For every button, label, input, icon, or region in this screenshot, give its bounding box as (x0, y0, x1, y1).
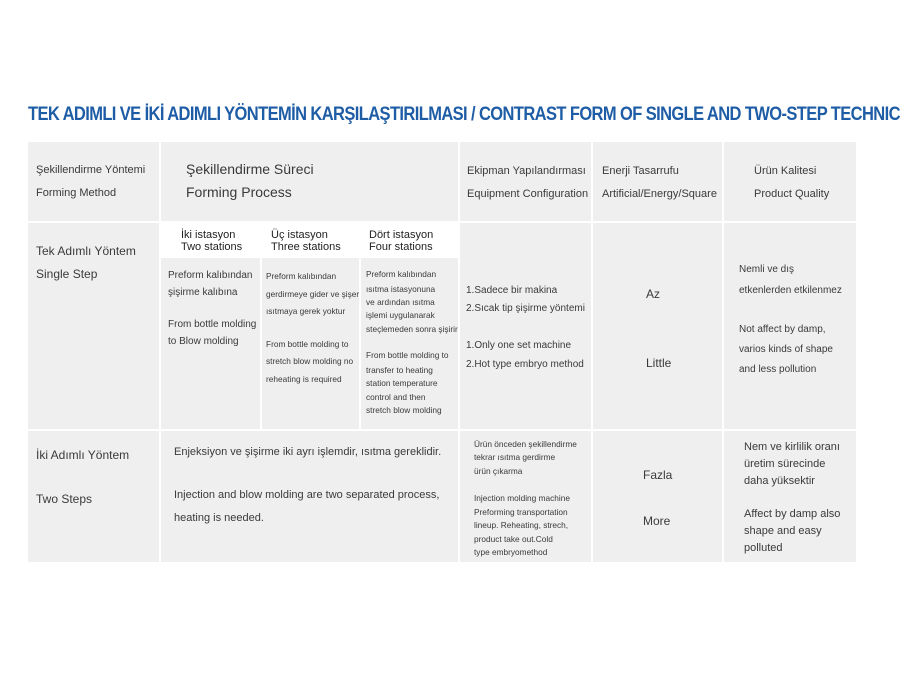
station-four-desc-en-3: station temperature (366, 378, 438, 388)
station-three-desc-en-1: From bottle molding to (266, 339, 349, 349)
station-two-desc-en-2: to Blow molding (168, 336, 239, 347)
station-three-desc-tr-1: Preform kalıbından (266, 271, 337, 281)
stations-title-strip (161, 223, 458, 258)
single-equipment-tr-1: 1.Sadece bir makina (466, 285, 558, 296)
header-equipment-en: Equipment Configuration (467, 188, 589, 200)
header-process-en: Forming Process (186, 184, 292, 200)
header-equipment-tr: Ekipman Yapılandırması (467, 165, 586, 177)
header-quality-en: Product Quality (754, 188, 830, 200)
single-equipment-en-1: 1.Only one set machine (466, 340, 572, 351)
two-equipment-cell (460, 431, 591, 562)
single-quality-tr-2: etkenlerden etkilenmez (739, 285, 842, 296)
single-energy-en: Little (646, 356, 672, 370)
two-quality-tr-1: Nem ve kirlilik oranı (744, 441, 840, 453)
station-four-desc-en-4: control and then (366, 392, 426, 402)
two-equipment-en-1: Injection molding machine (474, 493, 570, 503)
station-two-title-en: Two stations (181, 241, 243, 253)
single-equipment-tr-2: 2.Sıcak tip şişirme yöntemi (466, 303, 585, 314)
station-four-desc-tr-2: ısıtma istasyonuna (366, 284, 436, 294)
two-equipment-tr-2: tekrar ısıtma gerdirme (474, 452, 556, 462)
station-two-desc-tr-2: şişirme kalıbına (168, 287, 238, 298)
header-quality-tr: Ürün Kalitesi (754, 165, 817, 177)
page-title: TEK ADIMLI VE İKİ ADIMLI YÖNTEMİN KARŞILAŞTIRILMASI / CONTRAST FORM OF SINGLE AND TWO-STEP TECHNIC (28, 104, 900, 125)
header-method-en: Forming Method (36, 187, 117, 199)
two-process-tr: Enjeksiyon ve şişirme iki ayrı işlemdir, ısıtma gereklidir. (174, 446, 442, 458)
station-four-desc-en-1: From bottle molding to (366, 350, 449, 360)
station-two-title-tr: İki istasyon (181, 229, 236, 241)
station-four-cell (361, 258, 458, 429)
two-method-cell (28, 431, 159, 562)
station-three-desc-tr-3: ısıtmaya gerek yoktur (266, 306, 346, 316)
single-quality-cell (724, 223, 856, 429)
single-quality-en-2: varios kinds of shape (739, 344, 833, 355)
single-quality-en-3: and less pollution (739, 364, 817, 375)
two-quality-tr-2: üretim sürecinde (744, 458, 826, 470)
single-energy-tr: Az (646, 287, 661, 301)
station-four-desc-en-2: transfer to heating (366, 365, 433, 375)
station-three-desc-tr-2: gerdirmeye gider ve şişer (266, 289, 360, 299)
header-quality-cell (724, 142, 856, 221)
single-name-tr: Tek Adımlı Yöntem (36, 244, 136, 258)
header-process-tr: Şekillendirme Süreci (186, 161, 314, 177)
station-three-cell (262, 258, 359, 429)
two-name-en: Two Steps (36, 492, 93, 506)
single-energy-cell (593, 223, 722, 429)
single-quality-en-1: Not affect by damp, (739, 324, 826, 335)
two-quality-tr-3: daha yüksektir (744, 475, 815, 487)
station-two-cell (161, 258, 260, 429)
two-equipment-en-3: lineup. Reheating, strech, (474, 520, 569, 530)
header-process-cell (161, 142, 458, 221)
station-four-desc-tr-1: Preform kalıbından (366, 269, 437, 279)
station-four-desc-en-5: stretch blow molding (366, 405, 442, 415)
single-quality-tr-1: Nemli ve dış (739, 264, 795, 275)
two-quality-en-1: Affect by damp also (744, 508, 841, 520)
single-equipment-cell (460, 223, 591, 429)
station-three-title-tr: Üç istasyon (271, 229, 328, 241)
two-name-tr: İki Adımlı Yöntem (36, 448, 130, 462)
header-method-tr: Şekillendirme Yöntemi (36, 164, 146, 176)
station-two-desc-en-1: From bottle molding (168, 319, 257, 330)
two-equipment-en-2: Preforming transportation (474, 507, 568, 517)
station-two-desc-tr-1: Preform kalıbından (168, 270, 253, 281)
two-quality-en-3: polluted (744, 542, 783, 554)
two-energy-tr: Fazla (643, 468, 673, 482)
header-energy-tr: Enerji Tasarrufu (602, 165, 679, 177)
station-three-title-en: Three stations (271, 241, 341, 253)
two-energy-en: More (643, 514, 671, 528)
two-process-en-2: heating is needed. (174, 512, 264, 524)
two-equipment-en-5: type embryomethod (474, 547, 548, 557)
header-energy-en: Artificial/Energy/Square (602, 188, 717, 200)
station-four-title-en: Four stations (369, 241, 433, 253)
two-process-cell (161, 431, 458, 562)
two-equipment-tr-1: Ürün önceden şekillendirme (474, 439, 577, 449)
header-method-cell (28, 142, 159, 221)
two-equipment-tr-3: ürün çıkarma (474, 466, 523, 476)
header-energy-cell (593, 142, 722, 221)
station-four-title-tr: Dört istasyon (369, 229, 434, 241)
single-name-en: Single Step (36, 267, 98, 281)
single-equipment-en-2: 2.Hot type embryo method (466, 359, 584, 370)
two-quality-en-2: shape and easy (744, 525, 822, 537)
station-four-desc-tr-5: steçlemeden sonra şişirir (366, 324, 458, 334)
two-energy-cell (593, 431, 722, 562)
two-process-en-1: Injection and blow molding are two separated process, (174, 489, 440, 501)
single-method-cell (28, 223, 159, 429)
header-equipment-cell (460, 142, 591, 221)
two-quality-cell (724, 431, 856, 562)
station-three-desc-en-2: stretch blow molding no (266, 356, 354, 366)
station-four-desc-tr-4: işlemi uygulanarak (366, 310, 435, 320)
station-three-desc-en-3: reheating is required (266, 374, 342, 384)
station-four-desc-tr-3: ve ardından ısıtma (366, 297, 435, 307)
two-equipment-en-4: product take out.Cold (474, 534, 553, 544)
